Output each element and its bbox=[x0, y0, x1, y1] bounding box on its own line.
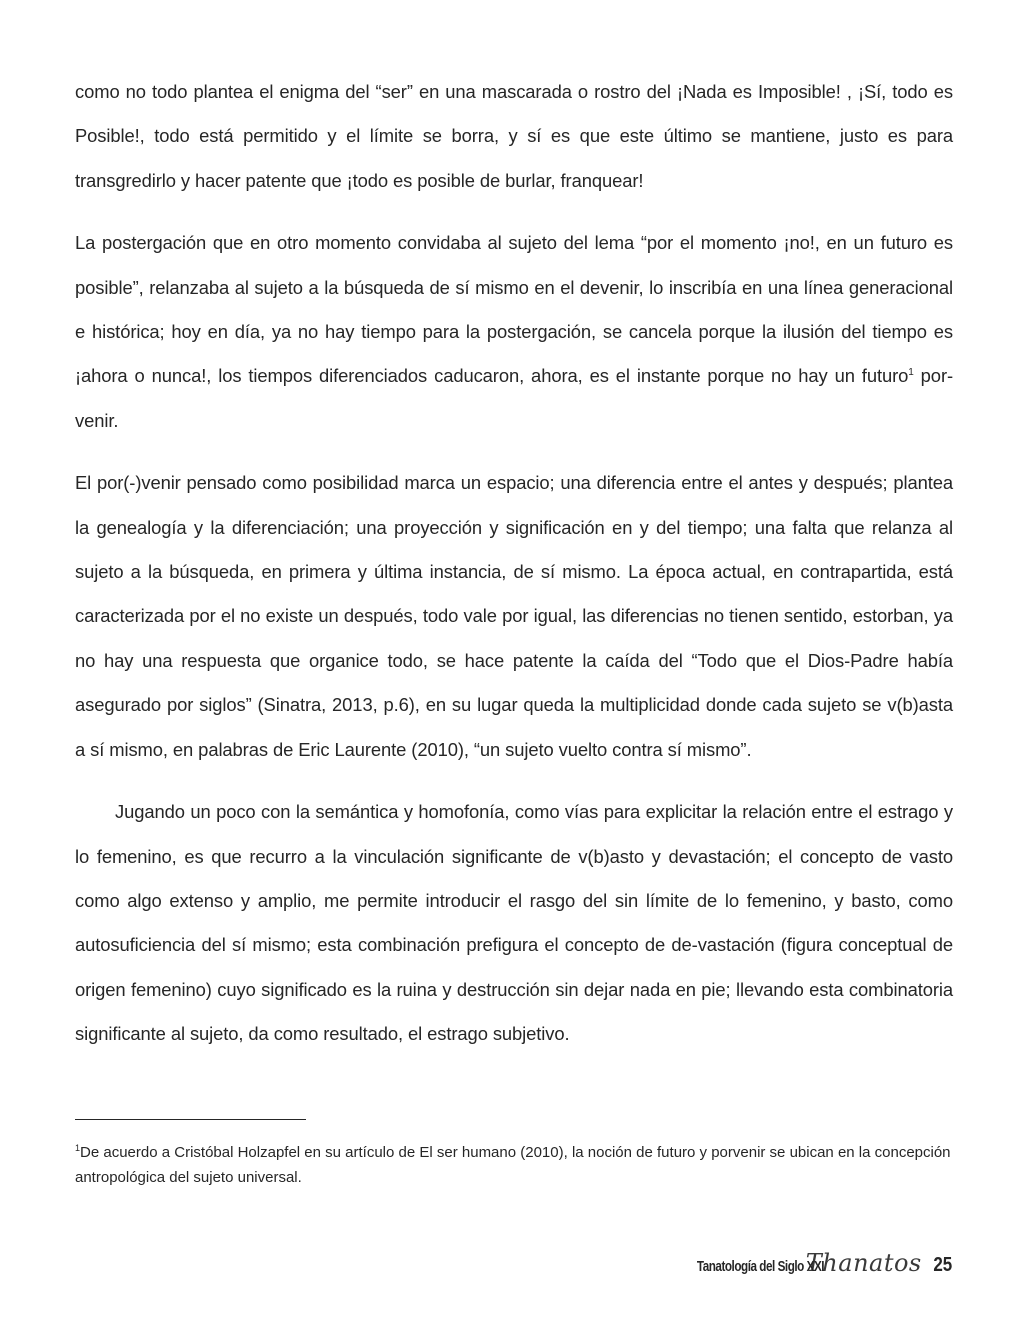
footnote-text: De acuerdo a Cristóbal Holzapfel en su artículo de El ser humano (2010), la noción de futuro y porvenir se ubican en la concepción antropológica del sujeto universal. bbox=[75, 1144, 951, 1186]
footnote-reference-1: 1 bbox=[908, 367, 914, 379]
paragraph-2-text-end: por-venir. bbox=[75, 365, 953, 431]
page-number: 25 bbox=[933, 1254, 952, 1276]
paragraph-3: El por(-)venir pensado como posibilidad marca un espacio; una diferencia entre el antes y después; plantea la genealogía y la diferenciación; una proyección y significación en y del tiempo; una falta que relanza al sujeto a la búsqueda, en primera y última instancia, de sí mismo. La época actual, en contrapartida, está caracterizada por el no existe un después, todo vale por igual, las diferencias no tienen sentido, estorban, ya no hay una respuesta que organice todo, se hace patente la caída del “Todo que el Dios-Padre había asegurado por siglos” (Sinatra, 2013, p.6), en su lugar queda la multiplicidad donde cada sujeto se v(b)asta a sí mismo, en palabras de Eric Laurente (2010), “un sujeto vuelto contra sí mismo”. bbox=[75, 472, 953, 760]
footnote-divider bbox=[75, 1119, 306, 1120]
footnote-mark: 1 bbox=[75, 1143, 81, 1153]
paragraph-1: como no todo plantea el enigma del “ser” en una mascarada o rostro del ¡Nada es Imposible! , ¡Sí, todo es Posible!, todo está permitido y el límite se borra, y sí es que este último se mantiene, justo es para transgredirlo y hacer patente que ¡todo es posible de burlar, franquear! bbox=[75, 81, 953, 191]
footer-series-title: Tanatología del Siglo XXI bbox=[696, 1258, 824, 1275]
paragraph-4: Jugando un poco con la semántica y homofonía, como vías para explicitar la relación entre el estrago y lo femenino, es que recurro a la vinculación significante de v(b)asto y devastación; el concepto de vasto como algo extenso y amplio, me permite introducir el rasgo del sin límite de lo femenino, y basto, como autosuficiencia del sí mismo; esta combinación prefigura el concepto de de-vastación (figura conceptual de origen femenino) cuyo significado es la ruina y destrucción sin dejar nada en pie; llevando esta combinatoria significante al sujeto, da como resultado, el estrago subjetivo. bbox=[75, 801, 953, 1045]
paragraph-2-text: La postergación que en otro momento convidaba al sujeto del lema “por el momento ¡no!, en un futuro es posible”, relanzaba al sujeto a la búsqueda de sí mismo en el devenir, lo inscribía en una línea generacional e histórica; hoy en día, ya no hay tiempo para la postergación, se cancela porque la ilusión del tiempo es ¡ahora o nunca!, los tiempos diferenciados caducaron, ahora, es el instante porque no hay un futuro bbox=[75, 232, 953, 387]
footer-brand-logo: Thanatos bbox=[805, 1249, 922, 1277]
footnote-1 bbox=[75, 1141, 953, 1190]
page-footer bbox=[661, 1246, 952, 1276]
paragraph-2 bbox=[75, 221, 953, 443]
body-text bbox=[75, 70, 953, 1075]
